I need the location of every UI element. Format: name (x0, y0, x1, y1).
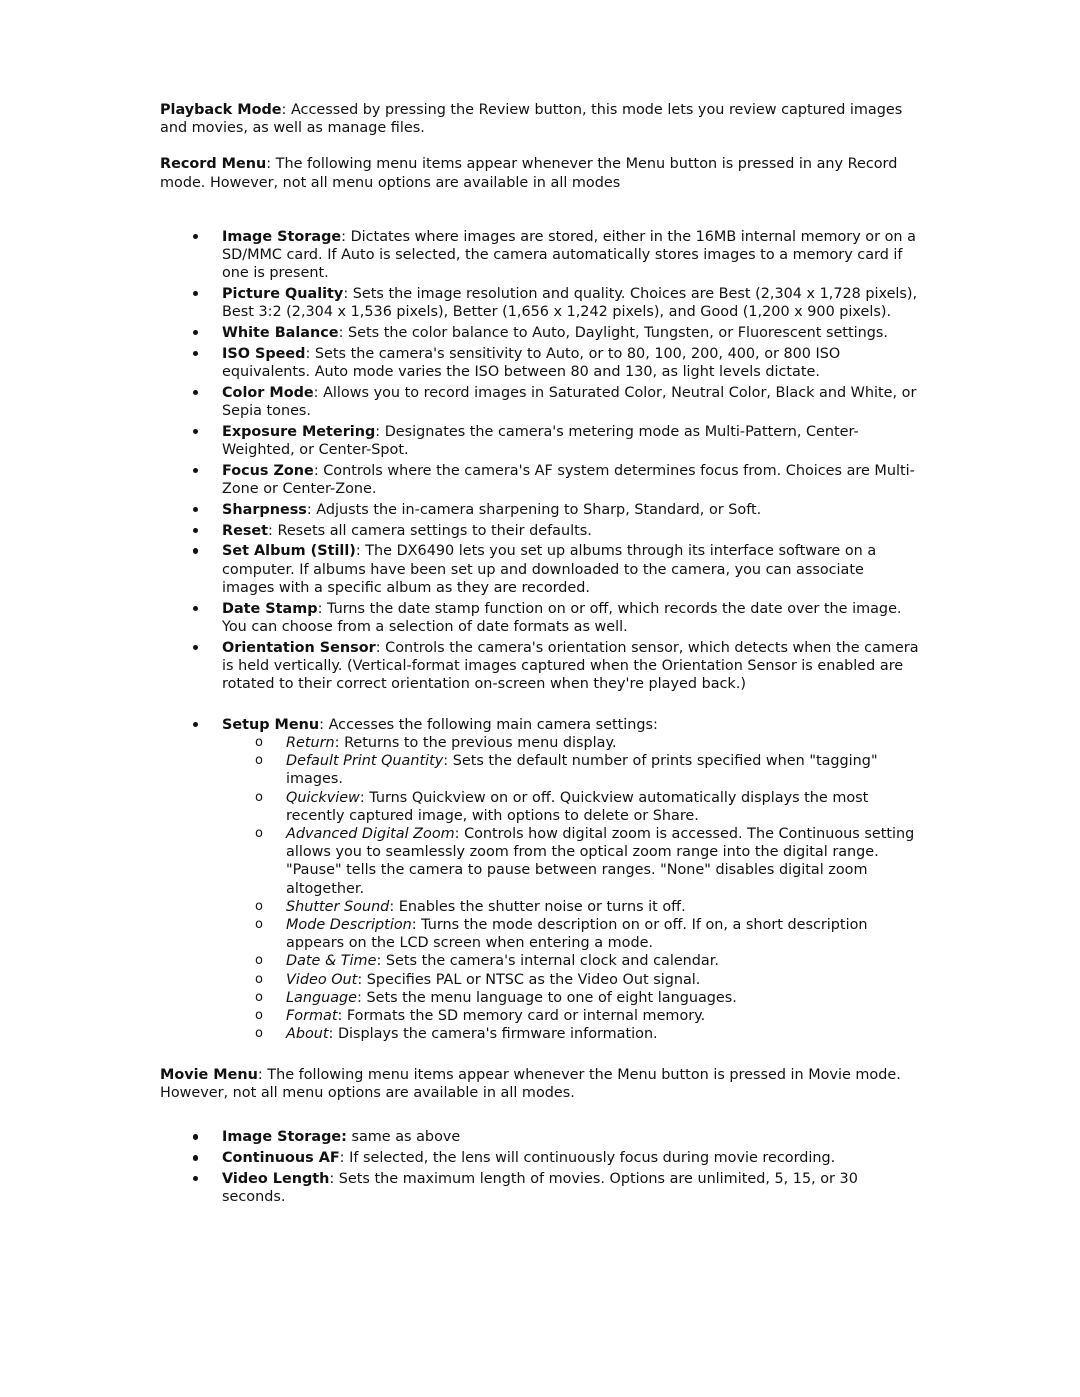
sub-list-item (222, 789, 920, 825)
list-item (160, 384, 920, 420)
description: : Resets all camera settings to their defaults. (268, 522, 592, 539)
term: Date & Time (286, 953, 377, 970)
sub-list-item (222, 971, 920, 989)
description: : Sets the color balance to Auto, Daylight, Tungsten, or Fluorescent settings. (338, 325, 888, 342)
description: : Turns Quickview on or off. Quickview automatically displays the most recently captured image, with options to delete or Share. (286, 789, 869, 824)
description: : Enables the shutter noise or turns it off. (389, 898, 686, 915)
term: Mode Description (286, 917, 412, 934)
list-item (160, 228, 920, 283)
list-item (160, 423, 920, 459)
term: Format (286, 1008, 338, 1025)
term: Reset (222, 522, 269, 539)
description: : Adjusts the in-camera sharpening to Sharp, Standard, or Soft. (306, 501, 762, 518)
movie-menu-list (160, 1128, 920, 1206)
sub-list-item (222, 916, 920, 952)
description: : Sets the image resolution and quality. Choices are Best (2,304 x 1,728 pixels), Best 3:2 (2,304 x 1,536 pixels), Better (1,656 x 1,242 pixels), and Good (1,200 x 900 pixels). (222, 286, 918, 321)
description: : Displays the camera's firmware information. (328, 1026, 658, 1043)
list-item (160, 1170, 920, 1206)
description: : If selected, the lens will continuously focus during movie recording. (339, 1150, 836, 1167)
term: Playback Mode (160, 102, 282, 118)
term: Color Mode (222, 384, 314, 401)
term: Image Storage: (222, 1129, 347, 1146)
term: Orientation Sensor (222, 639, 376, 656)
sub-list-item (222, 825, 920, 898)
term: Record Menu (160, 156, 267, 173)
record-menu-paragraph (160, 155, 920, 191)
term: Picture Quality (222, 286, 344, 303)
term: ISO Speed (222, 345, 306, 362)
term: Date Stamp (222, 600, 318, 617)
description: : Controls where the camera's AF system determines focus from. Choices are Multi-Zone or Center-Zone. (222, 462, 915, 498)
sub-list-item (222, 1025, 920, 1043)
description: : Controls the camera's orientation sensor, which detects when the camera is held vertically. (Vertical-format images captured when the Orientation Sensor is enabled are rotated to their correct orientation on-screen when they're played back.) (222, 639, 919, 693)
list-item (160, 542, 920, 597)
playback-mode-paragraph (160, 101, 920, 137)
description: : Sets the default number of prints specified when "tagging" images. (286, 753, 878, 788)
description: same as above (346, 1129, 461, 1146)
term: Return (286, 735, 335, 752)
sub-list-item (222, 734, 920, 752)
term: Setup Menu (222, 716, 320, 733)
sub-list-item (222, 952, 920, 970)
list-item (160, 600, 920, 636)
description: : Specifies PAL or NTSC as the Video Out signal. (357, 971, 701, 988)
term: Default Print Quantity (286, 753, 444, 770)
list-item (160, 501, 920, 519)
term: Video Out (286, 971, 358, 988)
setup-submenu-list (222, 734, 920, 1043)
term: Video Length (222, 1171, 330, 1188)
description: : Sets the menu language to one of eight languages. (357, 989, 737, 1006)
description: : Formats the SD memory card or internal memory. (337, 1008, 706, 1025)
sub-list-item (222, 752, 920, 788)
term: About (286, 1026, 329, 1043)
sub-list-item (222, 989, 920, 1007)
description: : Dictates where images are stored, either in the 16MB internal memory or on a SD/MMC card. If Auto is selected, the camera automatically stores images to a memory card if one is present. (222, 228, 916, 282)
description: : Sets the maximum length of movies. Options are unlimited, 5, 15, or 30 seconds. (222, 1171, 858, 1206)
list-item (160, 324, 920, 342)
setup-menu-item (160, 716, 920, 1044)
term: Image Storage (222, 228, 342, 245)
description: : Turns the mode description on or off. If on, a short description appears on the LCD screen when entering a mode. (286, 917, 868, 952)
term: Advanced Digital Zoom (286, 826, 455, 843)
description: : Turns the date stamp function on or off, which records the date over the image. You can choose from a selection of date formats as well. (222, 600, 902, 635)
description: : Designates the camera's metering mode as Multi-Pattern, Center-Weighted, or Center-Spot. (222, 423, 859, 459)
description: : The following menu items appear whenever the Menu button is pressed in any Record mode. However, not all menu options are available in all modes (160, 156, 898, 191)
description: : The DX6490 lets you set up albums through its interface software on a computer. If albums have been set up and downloaded to the camera, you can associate images with a specific album as they are recorded. (222, 543, 877, 596)
description: : The following menu items appear whenever the Menu button is pressed in Movie mode. However, not all menu options are available in all modes. (160, 1067, 901, 1102)
document-page (160, 101, 920, 1209)
term: Shutter Sound (286, 898, 390, 915)
description: : Allows you to record images in Saturated Color, Neutral Color, Black and White, or Sepia tones. (222, 384, 917, 420)
setup-menu-list (160, 716, 920, 1044)
term: Language (286, 989, 358, 1006)
description: : Returns to the previous menu display. (334, 735, 617, 752)
description: : Accessed by pressing the Review button, this mode lets you review captured images and movies, as well as manage files. (160, 102, 903, 137)
list-item (160, 285, 920, 321)
term: Continuous AF (222, 1150, 340, 1167)
term: Quickview (286, 789, 360, 806)
description: : Sets the camera's internal clock and calendar. (376, 953, 719, 970)
description: : Controls how digital zoom is accessed. The Continuous setting allows you to seamlessly zoom from the optical zoom range into the digital range. "Pause" tells the camera to pause between ranges. "None" disables digital zoom altogether. (286, 826, 915, 897)
sub-list-item (222, 898, 920, 916)
list-item (160, 522, 920, 540)
description: : Sets the camera's sensitivity to Auto, or to 80, 100, 200, 400, or 800 ISO equivalents. Auto mode varies the ISO between 80 and 130, as light levels dictate. (222, 345, 841, 381)
list-item (160, 639, 920, 694)
term: Focus Zone (222, 462, 314, 479)
list-item (160, 345, 920, 381)
movie-menu-paragraph (160, 1066, 920, 1102)
term: White Balance (222, 325, 339, 342)
sub-list-item (222, 1007, 920, 1025)
term: Exposure Metering (222, 423, 376, 440)
term: Sharpness (222, 501, 307, 518)
list-item (160, 462, 920, 498)
term: Movie Menu (160, 1067, 258, 1084)
list-item (160, 1128, 920, 1146)
description: : Accesses the following main camera settings: (319, 716, 658, 733)
list-item (160, 1149, 920, 1167)
term: Set Album (Still) (222, 543, 356, 560)
record-menu-list (160, 228, 920, 693)
